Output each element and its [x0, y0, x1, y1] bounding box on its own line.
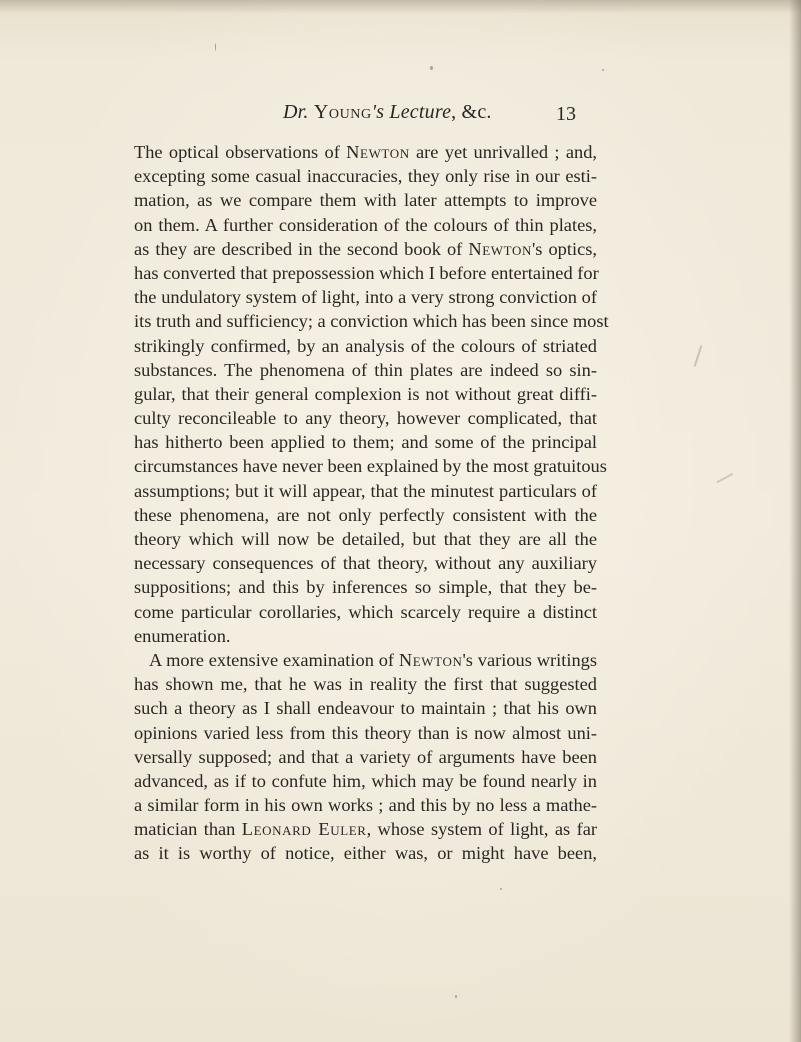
text-run: come particular corollaries, which scarcely require a distinct — [134, 601, 597, 622]
text-run: necessary consequences of that theory, without any auxiliary — [134, 553, 597, 574]
text-line — [134, 841, 597, 865]
text-line — [134, 358, 597, 382]
margin-mark — [717, 473, 734, 483]
text-run: matician than — [134, 819, 242, 840]
proper-name: Newton — [346, 142, 410, 162]
paper-speck — [602, 69, 604, 71]
text-run: its truth and sufficiency; a conviction which has been since most — [134, 311, 609, 332]
text-run: suppositions; and this by inferences so simple, that they be- — [134, 577, 597, 598]
text-run: these phenomena, are not only perfectly consistent with the — [134, 504, 597, 525]
text-run: assumptions; but it will appear, that the minutest particulars of — [134, 480, 597, 501]
paper-speck — [215, 43, 216, 51]
text-run: circumstances have never been explained by the most gratuitous — [134, 456, 607, 477]
proper-name: Newton — [468, 238, 532, 259]
text-line — [134, 237, 597, 261]
text-line — [134, 696, 597, 720]
paper-speck — [430, 66, 433, 70]
text-line — [134, 672, 597, 696]
text-run: has hitherto been applied to them; and some of the principal — [134, 432, 597, 453]
page-right-shadow — [789, 0, 801, 1042]
text-line — [134, 551, 597, 575]
running-head-prefix: Dr. — [283, 101, 309, 123]
text-run: as it is worthy of notice, either was, or might have been, — [134, 843, 597, 864]
text-line — [134, 309, 609, 333]
proper-name: Leonard Euler — [241, 819, 367, 840]
text-line — [134, 285, 597, 309]
text-run: A more extensive examination of — [149, 649, 399, 670]
text-line — [134, 624, 597, 648]
text-line — [134, 479, 597, 503]
text-line — [134, 406, 597, 430]
paper-speck — [455, 995, 457, 998]
text-run: has converted that prepossession which I before entertained for — [134, 262, 599, 283]
text-line — [134, 503, 597, 527]
running-head-name: Young — [313, 101, 372, 123]
text-line — [134, 261, 597, 285]
body-text — [134, 140, 609, 866]
text-run: the undulatory system of light, into a very strong conviction of — [134, 287, 597, 308]
text-line — [134, 793, 597, 817]
text-line — [134, 527, 597, 551]
text-run: opinions varied less from this theory than is now almost uni- — [134, 722, 597, 743]
text-run: The optical observations of — [134, 142, 347, 162]
text-run: a similar form in his own works ; and this by no less a mathe- — [134, 795, 597, 816]
text-line — [134, 454, 607, 478]
text-run: mation, as we compare them with later attempts to improve — [134, 190, 597, 211]
text-run: 's various writings — [462, 649, 597, 670]
text-run: versally supposed; and that a variety of arguments have been — [134, 746, 597, 767]
text-run: theory which will now be detailed, but that they are all the — [134, 529, 597, 549]
running-head-title: Lecture — [389, 101, 452, 123]
text-run: has shown me, that he was in reality the first that suggested — [134, 674, 597, 695]
text-line — [134, 382, 597, 406]
text-run: 's optics, — [531, 238, 597, 259]
text-run: culty reconcileable to any theory, however complicated, that — [134, 408, 597, 429]
text-line — [134, 575, 597, 599]
text-line — [134, 600, 597, 624]
text-line — [134, 430, 597, 454]
text-line — [134, 140, 597, 164]
text-run: such a theory as I shall endeavour to maintain ; that his own — [134, 698, 597, 719]
text-run: enumeration. — [134, 625, 231, 646]
text-run: strikingly confirmed, by an analysis of the colours of striated — [134, 335, 597, 356]
text-line — [134, 721, 597, 745]
text-line — [134, 745, 597, 769]
text-line — [134, 769, 597, 793]
running-head-suffix: 's — [371, 101, 385, 123]
text-run: as they are described in the second book of — [134, 238, 469, 259]
text-run: substances. The phenomena of thin plates are indeed so sin- — [134, 359, 597, 380]
page-number: 13 — [556, 103, 576, 125]
text-run: gular, that their general complexion is not without great diffi- — [134, 383, 597, 404]
text-run: are yet unrivalled ; and, — [409, 142, 597, 162]
running-head — [283, 101, 492, 124]
text-line — [134, 648, 597, 672]
text-line — [134, 188, 597, 212]
text-line — [134, 334, 597, 358]
text-run: excepting some casual inaccuracies, they only rise in our esti- — [134, 166, 597, 187]
text-line — [134, 164, 597, 188]
text-run: , whose system of light, as far — [366, 819, 597, 840]
paper-speck — [500, 888, 502, 890]
running-head-etc: , &c. — [451, 101, 492, 123]
text-run: on them. A further consideration of the colours of thin plates, — [134, 214, 597, 235]
text-run: advanced, as if to confute him, which may be found nearly in — [134, 770, 597, 791]
text-line — [134, 817, 597, 841]
text-line — [134, 213, 597, 237]
proper-name: Newton — [398, 649, 463, 670]
margin-mark — [694, 345, 703, 367]
page-top-shadow — [0, 0, 801, 14]
